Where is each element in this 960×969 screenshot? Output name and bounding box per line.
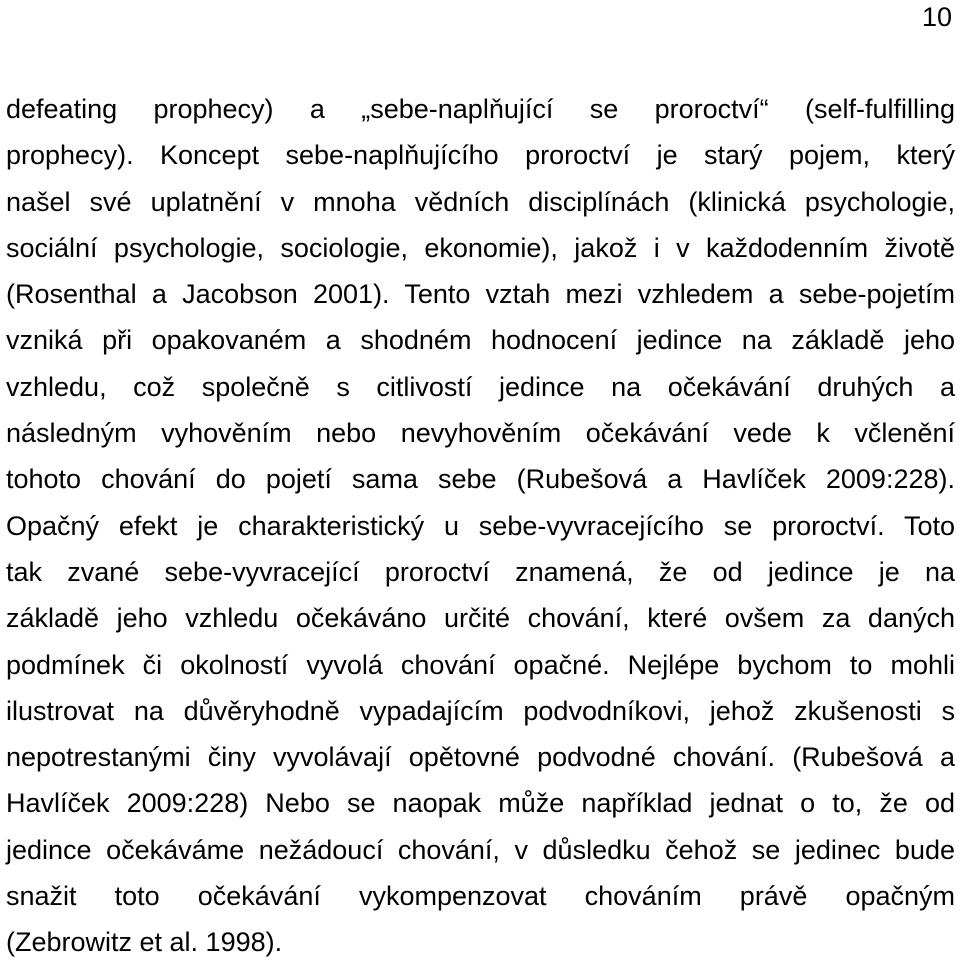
body-paragraph: [6, 86, 955, 966]
text-line: tak zvané sebe-vyvracející proroctví znamená, že od jedince je na: [6, 556, 955, 587]
text-line: podmínek či okolností vyvolá chování opačné. Nejlépe bychom to mohli: [6, 649, 955, 680]
text-line: prophecy). Koncept sebe-naplňujícího proroctví je starý pojem, který: [6, 140, 955, 171]
text-line: Opačný efekt je charakteristický u sebe-vyvracejícího se proroctví. Toto: [6, 510, 955, 541]
text-line: tohoto chování do pojetí sama sebe (Rubešová a Havlíček 2009:228).: [6, 464, 955, 495]
text-line: jedince očekáváme nežádoucí chování, v důsledku čehož se jedinec bude: [6, 834, 955, 865]
text-line: defeating prophecy) a „sebe-naplňující se proroctví“ (self-fulfilling: [6, 94, 955, 124]
text-line: ilustrovat na důvěryhodně vypadajícím podvodníkovi, jehož zkušenosti s: [6, 695, 955, 726]
text-line: Havlíček 2009:228) Nebo se naopak může například jednat o to, že od: [6, 788, 955, 819]
text-line: nepotrestanými činy vyvolávají opětovné podvodné chování. (Rubešová a: [6, 742, 955, 773]
text-line: (Zebrowitz et al. 1998).: [6, 927, 283, 958]
text-line: následným vyhověním nebo nevyhověním očekávání vede k včlenění: [6, 418, 955, 449]
text-line: sociální psychologie, sociologie, ekonomie), jakož i v každodenním životě: [6, 232, 955, 263]
text-line: vzhledu, což společně s citlivostí jedince na očekávání druhých a: [6, 371, 955, 402]
text-line: našel své uplatnění v mnoha vědních disciplínách (klinická psychologie,: [6, 186, 955, 217]
page-number: 10: [921, 2, 952, 32]
text-line: (Rosenthal a Jacobson 2001). Tento vztah mezi vzhledem a sebe-pojetím: [6, 279, 955, 310]
text-line: snažit toto očekávání vykompenzovat chováním právě opačným: [6, 881, 955, 912]
text-line: vzniká při opakovaném a shodném hodnocení jedince na základě jeho: [6, 325, 955, 356]
text-line: základě jeho vzhledu očekáváno určité chování, které ovšem za daných: [6, 603, 955, 634]
